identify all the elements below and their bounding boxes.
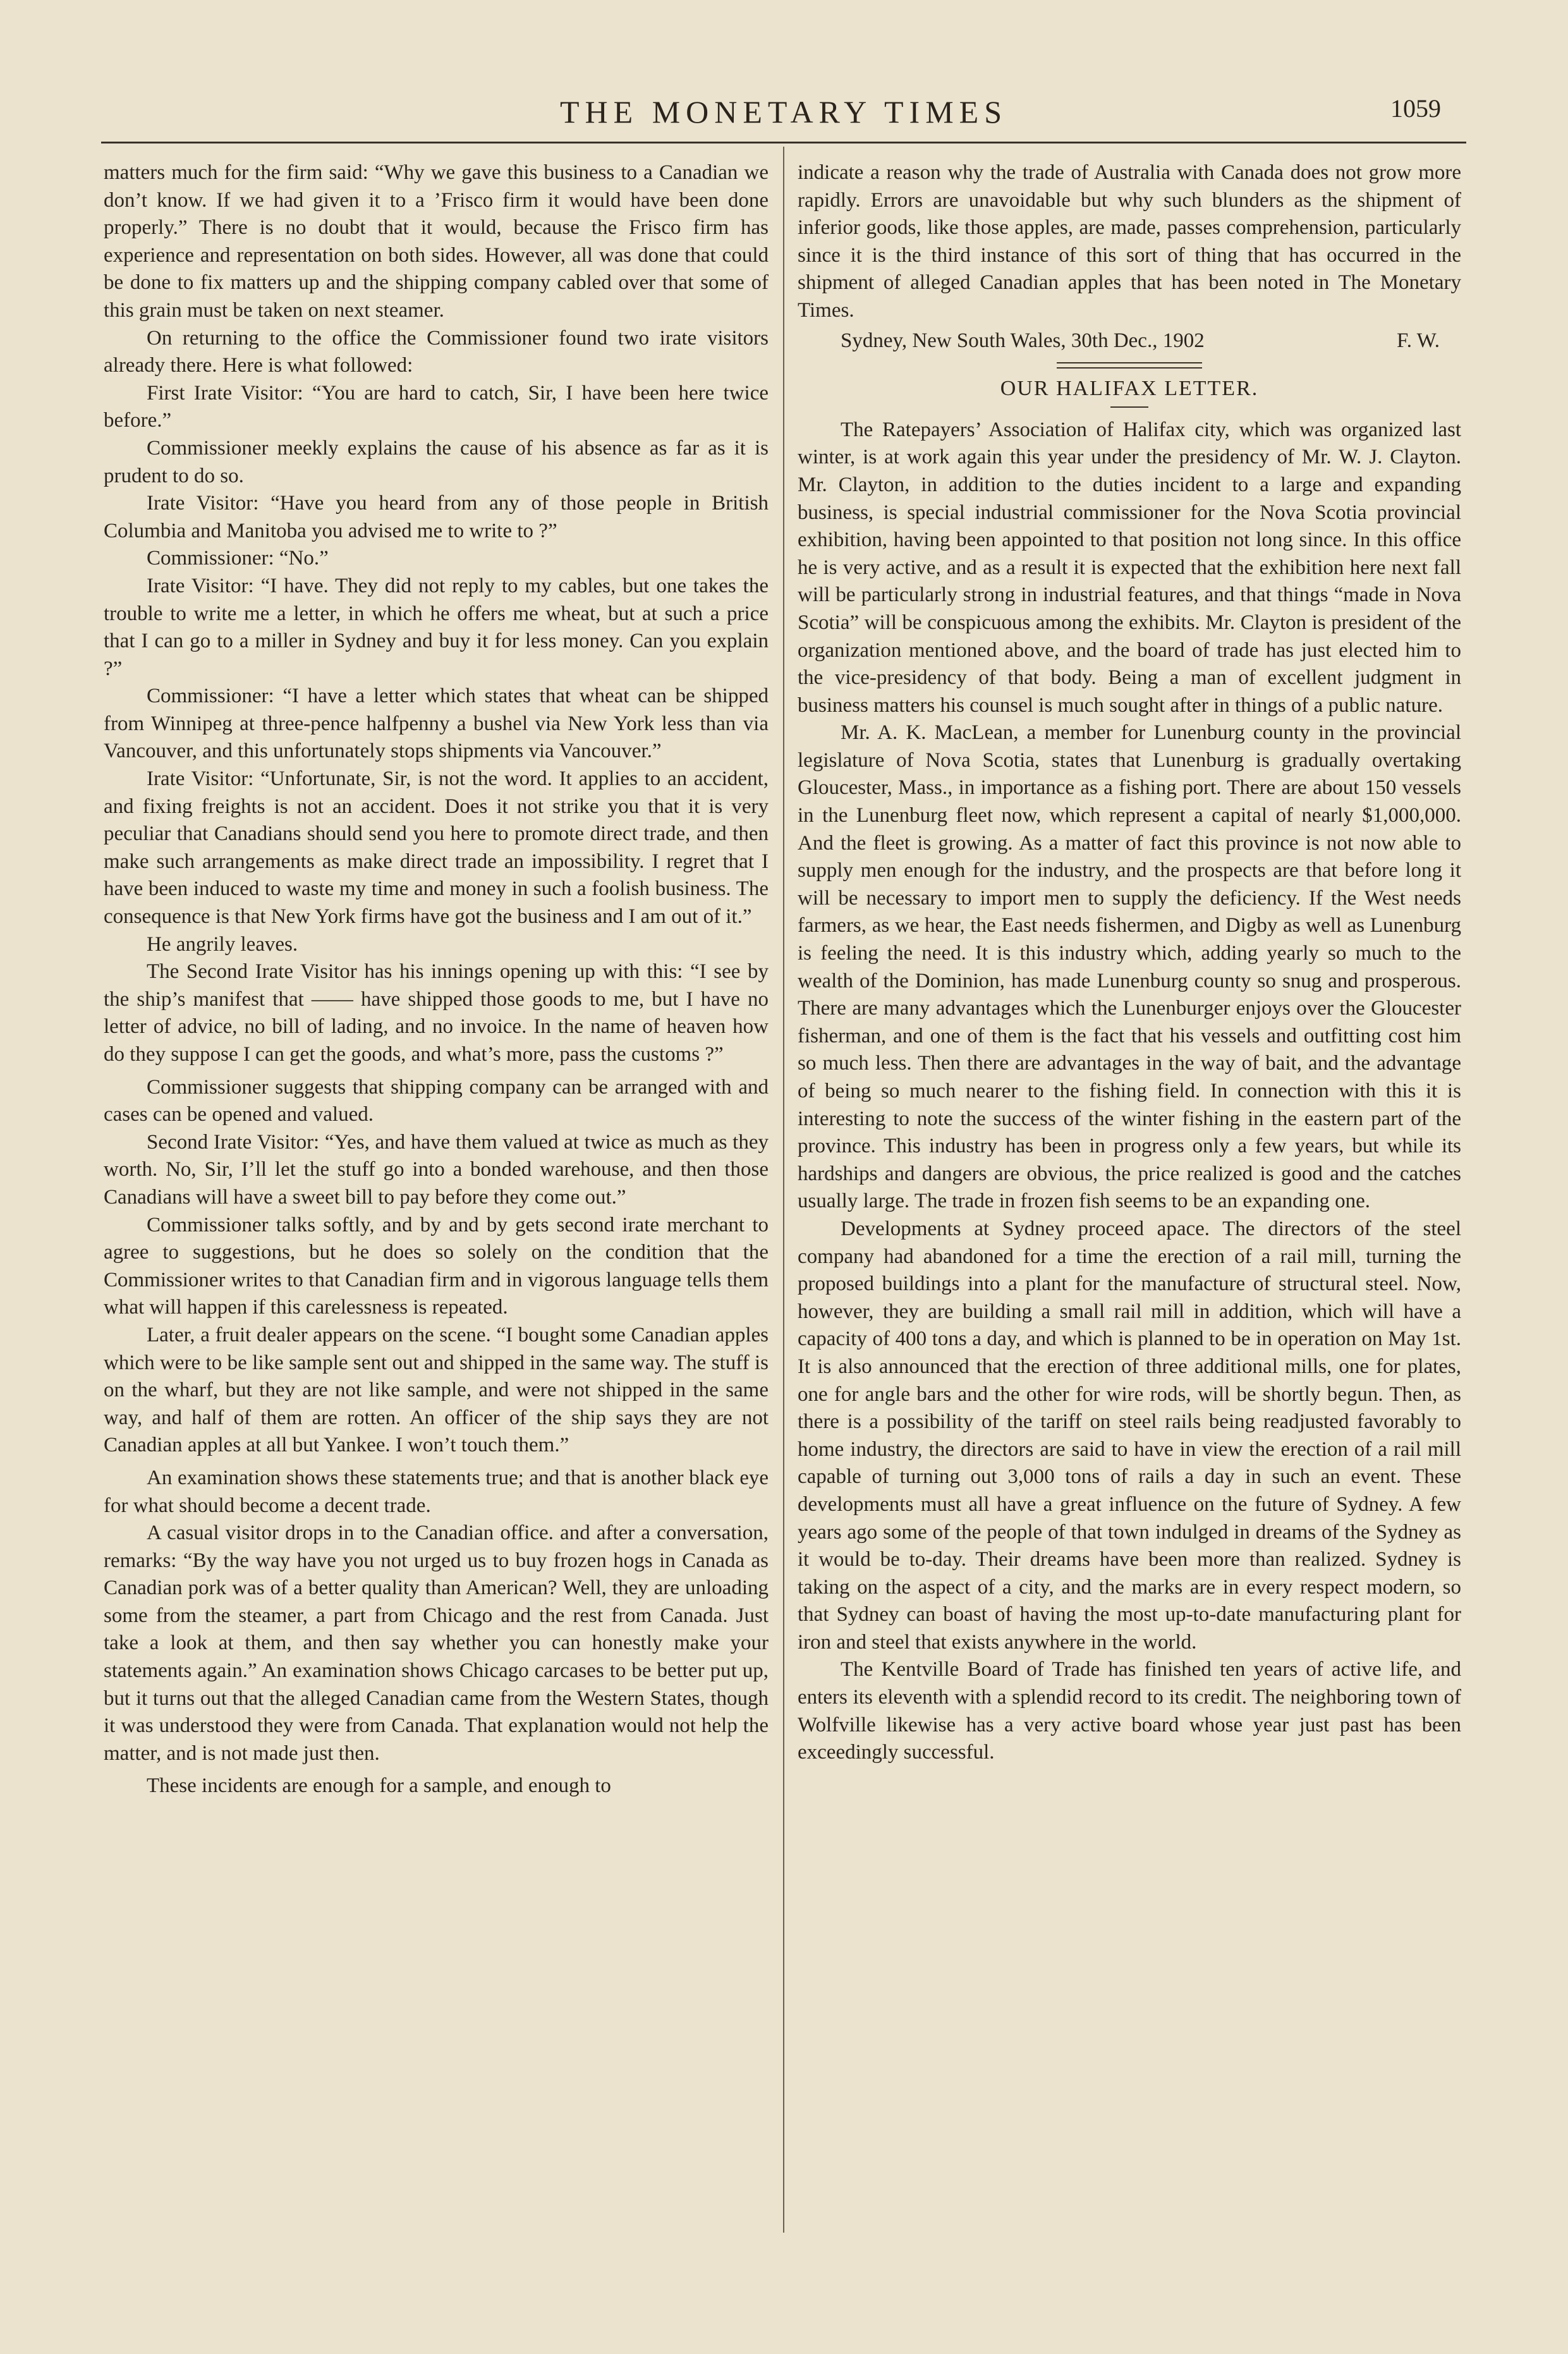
paragraph: The Ratepayers’ Association of Halifax city, which was organized last winter, is at work again this year under the presidency of Mr. W. J. Clayton. Mr. Clayton, in addition to the duties incident to a large and expanding business, is special industrial commissioner for the Nova Scotia provincial exhibition, having been appointed to that position not long since. In this office he is very active, and as a result it is expected that the exhibition here next fall will be particularly strong in industrial features, and that things “made in Nova Scotia” will be conspicuous among the exhibits. Mr. Clayton is president of the organization mentioned above, and the board of trade has just elected him to the vice-presidency of that body. Being a man of excellent judgment in business matters his counsel is much sought after in things of a public nature. [798,418,1461,717]
header-rule [101,142,1466,143]
paragraph: matters much for the firm said: “Why we gave this business to a Canadian we don’t know. If we had given it to a ’Frisco firm it would have been done properly.” There is no doubt that it would, because the Frisco firm has experience and representation on both sides. However, all was done that could be done to fix matters up and the shipping company cabled over that some of this grain must be taken on next steamer. [104,161,769,322]
paragraph: An examination shows these statements true; and that is another black eye for what should become a decent trade. [104,1466,769,1517]
paragraph: Commissioner suggests that shipping company can be arranged with and cases can be opened and valued. [104,1075,769,1126]
paragraph: Irate Visitor: “Have you heard from any of those people in British Columbia and Manitoba you advised me to write to ?” [104,492,769,542]
page-number: 1059 [1390,94,1441,123]
paragraph: These incidents are enough for a sample, and enough to [147,1774,611,1798]
paragraph: Later, a fruit dealer appears on the scene. “I bought some Canadian apples which were to be like sample sent out and shipped in the same way. The stuff is on the wharf, but they are not like sample, and were not shipped in the same way, and half of them are rotten. An officer of the ship says they are not Canadian apples at all but Yankee. I won’t touch them.” [104,1323,769,1457]
paragraph: Irate Visitor: “I have. They did not reply to my cables, but one takes the trouble to write me a letter, in which he offers me wheat, but at such a price that I can go to a miller in Sydney and buy it for less money. Can you explain ?” [104,574,769,680]
paragraph: The Second Irate Visitor has his innings opening up with this: “I see by the ship’s manifest that —— have shipped those goods to me, but I have no letter of advice, no bill of lading, and no invoice. In the name of heaven how do they suppose I can get the goods, and what’s more, pass the customs ?” [104,960,769,1066]
paragraph: He angrily leaves. [147,932,298,956]
paragraph: Commissioner meekly explains the cause of his absence as far as it is prudent to do so. [104,436,769,487]
paragraph: On returning to the office the Commissioner found two irate visitors already there. Here is what followed: [104,326,769,377]
section-title: OUR HALIFAX LETTER. [1000,377,1259,401]
paragraph: Commissioner: “No.” [147,547,329,570]
paragraph: Irate Visitor: “Unfortunate, Sir, is not the word. It applies to an accident, and fixing freights is not an accident. Does it not strike you that it is very peculiar that Canadians should send you here to promote direct trade, and then make such arrangements as make direct trade an impossibility. I regret that I have been induced to waste my time and money in such a foolish business. The consequence is that New York firms have got the business and I am out of it.” [104,767,769,929]
paragraph: Developments at Sydney proceed apace. The directors of the steel company had abandoned for a time the erection of a rail mill, turning the proposed buildings into a plant for the manufacture of structural steel. Now, however, they are building a small rail mill in addition, which will have a capacity of 400 tons a day, and which is planned to be in operation on May 1st. It is also announced that the erection of three additional mills, one for plates, one for angle bars and the other for wire rods, will be shortly begun. Then, as there is a possibility of the tariff on steel rails being readjusted favorably to home industry, the directors are said to have in view the erection of a rail mill capable of turning out 3,000 tons of rails a day in such an event. These developments must all have a great influence on the future of Sydney. A few years ago some of the people of that town indulged in dreams of the Sydney as it would be to-day. Their dreams have been more than realized. Sydney is taking on the aspect of a city, and the marks are in every respect modern, so that Sydney can boast of having the most up-to-date manufacturing plant for iron and steel that exists anywhere in the world. [798,1217,1461,1654]
right-column [798,159,1461,1767]
paragraph: First Irate Visitor: “You are hard to catch, Sir, I have been here twice before.” [104,381,769,432]
column-divider [783,147,784,2233]
paragraph: indicate a reason why the trade of Australia with Canada does not grow more rapidly. Errors are unavoidable but why such blunders as the shipment of inferior goods, like those apples, are made, passes comprehension, particularly since it is the third instance of this sort of thing that has occurred in the shipment of alleged Canadian apples that has been noted in The Monetary Times. [798,161,1461,322]
paragraph: Commissioner talks softly, and by and by gets second irate merchant to agree to suggestions, but he does so solely on the condition that the Commissioner writes to that Canadian firm and in vigorous language tells them what will happen if this carelessness is repeated. [104,1213,769,1319]
page-header [101,88,1466,134]
paragraph: A casual visitor drops in to the Canadian office. and after a conversation, remarks: “By the way have you not urged us to buy frozen hogs in Canada as Canadian pork was of a better quality than American? Well, they are unloading some from the steamer, a part from Chicago and the rest from Canada. Just take a look at them, and then say whether you can honestly make your statements again.” An examination shows Chicago carcases to be better put up, but it turns out that the alleged Canadian came from the Western States, though it was understood they were from Canada. That explanation would not help the matter, and is not made just then. [104,1522,769,1765]
masthead: THE MONETARY TIMES [560,94,1007,130]
paragraph: The Kentville Board of Trade has finished ten years of active life, and enters its eleventh with a splendid record to its credit. The neighboring town of Wolfville likewise has a very active board whose year just past has been exceedingly successful. [798,1658,1461,1764]
dateline-signature [798,327,1461,355]
dateline: Sydney, New South Wales, 30th Dec., 1902 [841,329,1205,352]
section-divider [1057,362,1202,369]
author-initials: F. W. [1397,329,1440,352]
paragraph: Commissioner: “I have a letter which states that wheat can be shipped from Winnipeg at three-pence halfpenny a bushel via New York less than via Vancouver, and this unfortunately stops shipments via Vancouver.” [104,685,769,763]
paragraph: Mr. A. K. MacLean, a member for Lunenburg county in the provincial legislature of Nova Scotia, states that Lunenburg is gradually overtaking Gloucester, Mass., in importance as a fishing port. There are about 150 vessels in the Lunenburg fleet now, which represent a capital of nearly $1,000,000. And the fleet is growing. As a matter of fact this province is not now able to supply men enough for the industry, and the prospects are that before long it will be necessary to import men to supply the deficiency. If the West needs farmers, as we hear, the East needs fishermen, and Digby as well as Lunenburg is feeling the need. It is this industry which, adding yearly so much to the wealth of the Dominion, has made Lunenburg county so snug and prosperous. There are many advantages which the Lunenburger enjoys over the Gloucester fisherman, and one of them is the fact that his vessels and outfitting cost him so much less. Then there are advantages in the way of bait, and the advantage of being so much nearer to the fishing field. In connection with this it is interesting to note the success of the winter fishing in the eastern part of the province. This industry has been in progress only a few years, but while its hardships and dangers are obvious, the price realized is good and the catches usually large. The trade in frozen fish seems to be an expanding one. [798,721,1461,1213]
left-column [104,159,769,1800]
paragraph: Second Irate Visitor: “Yes, and have them valued at twice as much as they worth. No, Sir, I’ll let the stuff go into a bonded warehouse, and then those Canadians will have a sweet bill to pay before they come out.” [104,1130,769,1209]
title-rule [1110,406,1148,408]
